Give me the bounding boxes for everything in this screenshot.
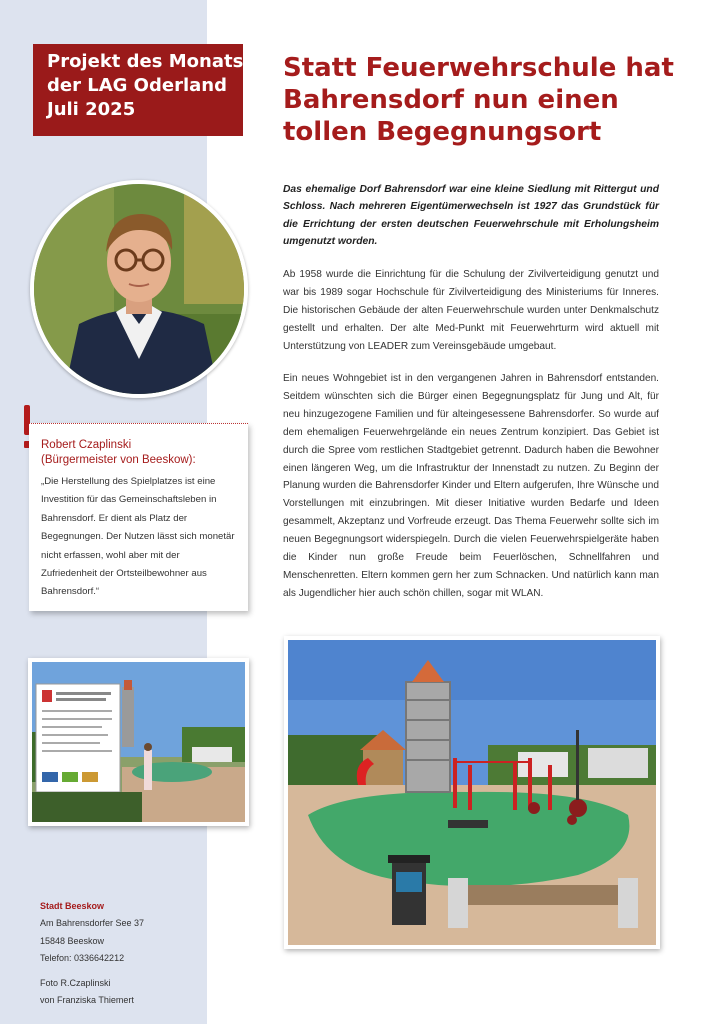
contact-street: Am Bahrensdorfer See 37	[40, 918, 145, 929]
credit-line: von Franziska Thiemert	[40, 995, 134, 1006]
signboard-photo	[28, 658, 249, 826]
playground-photo	[284, 636, 660, 949]
contact-phone: Telefon: 0336642212	[40, 952, 125, 963]
project-badge	[33, 44, 243, 136]
credit-line: Foto R.Czaplinski	[40, 978, 111, 988]
quote-text: „Die Herstellung des Spielplatzes ist eine Investition für das Gemeinschaftsleben in Bahrensdorf. Er dient als Platz der Begegnungen. Der Nutzen lässt sich monetär nicht erfassen, wohl aber mit der Zufriedenheit der Ortsteilbewohner aus Bahrensdorf.“	[41, 476, 235, 598]
portrait-photo	[30, 180, 248, 398]
lead-paragraph: Das ehemalige Dorf Bahrensdorf war eine kleine Siedlung mit Rittergut und Schloss. Nach mehreren Eigentümerwechseln ist 1927 das Grundstück für die Errichtung der ersten deutschen Feuerwehrschule mit Erholungsheim umgenutzt worden.	[283, 184, 659, 247]
badge-line: der LAG Oderland	[47, 75, 227, 96]
contact-city: 15848 Beeskow	[40, 935, 105, 946]
badge-line: Projekt des Monats	[47, 51, 244, 72]
badge-line: Juli 2025	[47, 99, 136, 120]
quote-author-name: Robert Czaplinski	[41, 439, 132, 451]
quote-box	[29, 423, 248, 611]
quote-author-role: (Bürgermeister von Beeskow):	[41, 454, 196, 466]
photo-credit	[40, 975, 200, 1010]
signboard-image	[32, 662, 245, 822]
portrait-image	[34, 184, 244, 394]
contact-org: Stadt Beeskow	[40, 901, 105, 911]
body-paragraph: Ein neues Wohngebiet ist in den vergangenen Jahren in Bahrensdorf entstanden. Seitdem wünschten sich die Bürger einen Begegnungsplatz für Jung und Alt, für neu hinzugezogene Familien und für alteingesessene Bahrensdorfer. So wurde auf dem ehemaligen Feuerwehrgelände ein neues Zentrum konzipiert. Das Gebiet ist durch die Spree vom restlichen Stadtgebiet getrennt. Dadurch haben die Bewohner einen längeren Weg, um die Infrastruktur der Innenstadt zu nutzen. Zu Beginn der Planung wurden die Bahrensdorfer Kinder und Eltern aufgerufen, Ihre Wünsche und Vorstellungen mit einzubringen. Mit dieser Initiative wurden Bedarfe und Ideen gesammelt, Akzeptanz und Vorfreude erzeugt. Das Thema Feuerwehr sollte sich im neuen Begegnungsort widerspiegeln. Durch die vielen Feuerwehrspielgeräte haben die Kinder nun große Freude beim Feuerlöschen, Schnellfahren und Menschenretten. Eltern kommen gern her zum Schnacken. Und natürlich kann man als Jugendlicher hier auch schön chillen, sogar mit WLAN.	[283, 373, 659, 599]
playground-image	[288, 640, 656, 945]
title-line: Bahrensdorf nun einen	[283, 85, 619, 115]
title-line: tollen Begegnungsort	[283, 117, 602, 147]
page-title	[283, 52, 683, 148]
contact-block	[40, 898, 200, 967]
body-paragraph: Ab 1958 wurde die Einrichtung für die Schulung der Zivilverteidigung genutzt und war bis 1989 sogar Hochschule für Zivilverteidigung des Ministeriums für Inneres. Die historischen Gebäude der alten Feuerwehrschule wurden unter Denkmalschutz gestellt und erhalten. Der alte Med-Punkt mit Feuerwehrturm wird aktuell mit Unterstützung von LEADER zum Vereinsgebäude umgebaut.	[283, 269, 659, 352]
title-line: Statt Feuerwehrschule hat	[283, 53, 674, 83]
